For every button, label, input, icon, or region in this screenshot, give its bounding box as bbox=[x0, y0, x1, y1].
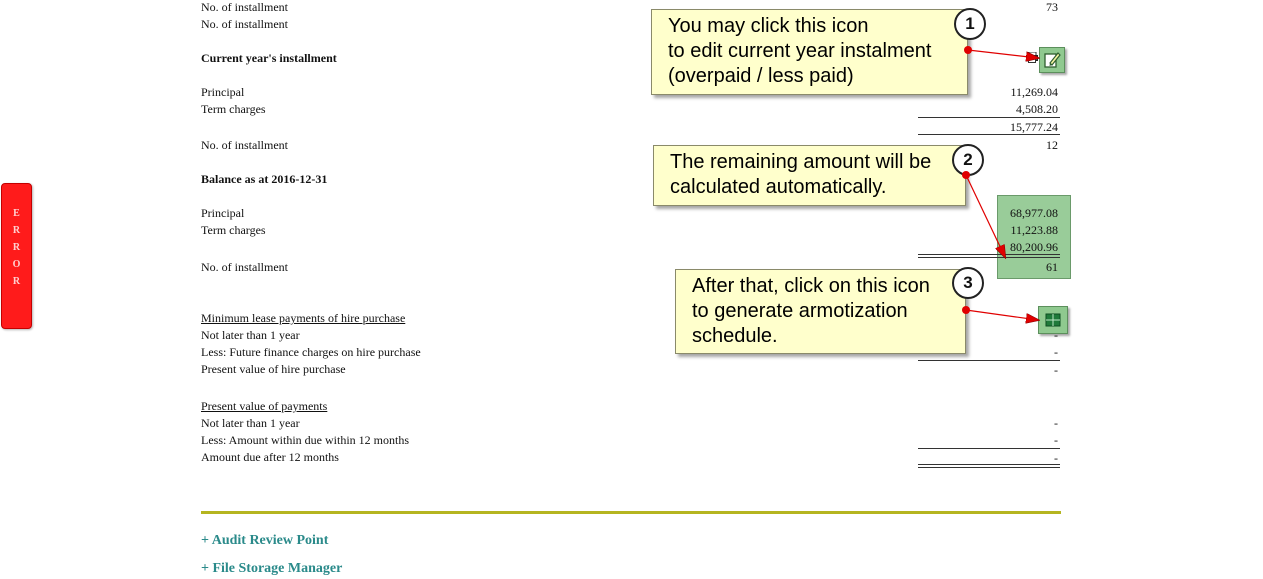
due-after-label: Amount due after 12 months bbox=[201, 450, 339, 464]
callout-text: calculated automatically. bbox=[670, 176, 887, 198]
current-term-charges-label: Term charges bbox=[201, 102, 266, 116]
arrow-3 bbox=[962, 306, 1038, 320]
printer-icon bbox=[1026, 52, 1038, 63]
balance-principal-value: 68,977.08 bbox=[1010, 206, 1058, 220]
current-principal-label: Principal bbox=[201, 85, 245, 99]
callout-generate-schedule bbox=[675, 269, 966, 354]
callout-number: 1 bbox=[954, 8, 986, 40]
less-future-label: Less: Future finance charges on hire purchase bbox=[201, 345, 421, 359]
callout-text: You may click this icon bbox=[668, 15, 869, 37]
pv-hire-label: Present value of hire purchase bbox=[201, 362, 346, 376]
not-later-2-label: Not later than 1 year bbox=[201, 416, 300, 430]
callout-text: (overpaid / less paid) bbox=[668, 65, 854, 87]
file-storage-manager-link[interactable]: + File Storage Manager bbox=[201, 561, 343, 576]
pv-hire-value: - bbox=[1054, 363, 1058, 377]
callout-text: to generate armotization bbox=[692, 300, 908, 322]
subtotal-line bbox=[918, 117, 1060, 118]
due-after-value: - bbox=[1054, 451, 1058, 465]
error-letter: R bbox=[12, 276, 21, 287]
subtotal-line bbox=[918, 448, 1060, 449]
pv-payments-heading: Present value of payments bbox=[201, 399, 328, 413]
callout-auto-calculation bbox=[653, 145, 966, 206]
callout-number: 2 bbox=[952, 144, 984, 176]
balance-total-value: 80,200.96 bbox=[1010, 240, 1058, 254]
not-later-1-label: Not later than 1 year bbox=[201, 328, 300, 342]
not-later-2-value: - bbox=[1054, 416, 1058, 430]
error-letter: R bbox=[12, 225, 21, 236]
callout-text: schedule. bbox=[692, 325, 778, 347]
section-divider bbox=[201, 511, 1061, 514]
audit-review-point-link[interactable]: + Audit Review Point bbox=[201, 533, 329, 548]
no-of-installment-label: No. of installment bbox=[201, 17, 288, 31]
balance-heading: Balance as at 2016-12-31 bbox=[201, 172, 328, 186]
less-within-value: - bbox=[1054, 433, 1058, 447]
less-future-value: - bbox=[1054, 345, 1058, 359]
less-within-label: Less: Amount within due within 12 months bbox=[201, 433, 410, 447]
balance-term-charges-label: Term charges bbox=[201, 223, 266, 237]
total-line bbox=[918, 134, 1060, 135]
current-total-value: 15,777.24 bbox=[1010, 120, 1058, 134]
callout-text: The remaining amount will be bbox=[670, 151, 932, 173]
balance-principal-label: Principal bbox=[201, 206, 245, 220]
callout-number: 3 bbox=[952, 267, 984, 299]
error-tab[interactable] bbox=[1, 183, 32, 329]
balance-no-installment-value: 61 bbox=[1046, 260, 1058, 274]
spreadsheet-icon[interactable] bbox=[1038, 306, 1068, 334]
callout-text: After that, click on this icon bbox=[692, 275, 930, 297]
double-total-line bbox=[918, 254, 1060, 258]
balance-no-installment-label: No. of installment bbox=[201, 260, 288, 274]
error-letter: R bbox=[12, 242, 21, 253]
callout-text: to edit current year instalment bbox=[668, 40, 932, 62]
current-term-charges-value: 4,508.20 bbox=[1016, 102, 1058, 116]
min-lease-heading: Minimum lease payments of hire purchase bbox=[201, 311, 406, 325]
error-letter: O bbox=[12, 259, 21, 270]
balance-term-charges-value: 11,223.88 bbox=[1010, 223, 1058, 237]
error-letter: E bbox=[13, 208, 20, 219]
subtotal-line bbox=[918, 360, 1060, 361]
current-no-installment-label: No. of installment bbox=[201, 138, 288, 152]
current-principal-value: 11,269.04 bbox=[1010, 85, 1058, 99]
no-of-installment-value: 73 bbox=[1046, 0, 1058, 14]
current-no-installment-value: 12 bbox=[1046, 138, 1058, 152]
double-total-line bbox=[918, 464, 1060, 468]
no-of-installment-label: No. of installment bbox=[201, 0, 288, 14]
edit-icon[interactable] bbox=[1039, 47, 1065, 73]
current-year-heading: Current year's installment bbox=[201, 51, 337, 65]
callout-edit-instalment bbox=[651, 9, 968, 95]
